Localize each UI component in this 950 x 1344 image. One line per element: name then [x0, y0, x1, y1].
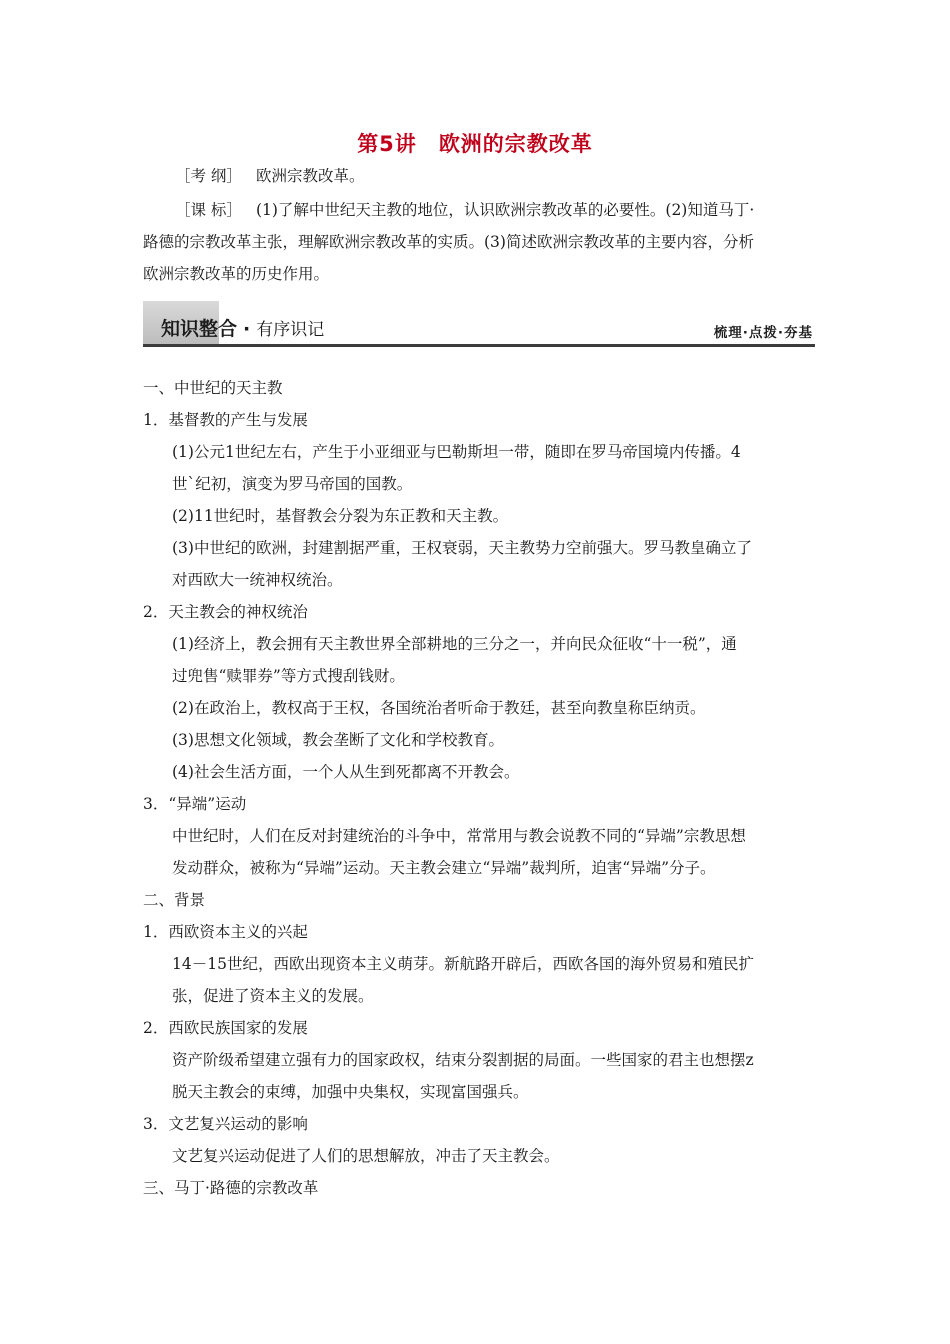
paragraph-line: (1)经济上，教会拥有天主教世界全部耕地的三分之一，并向民众征收“十一税”，通 [172, 635, 737, 653]
paragraph-line: 发动群众，被称为“异端”运动。天主教会建立“异端”裁判所，迫害“异端”分子。 [172, 859, 716, 877]
kebiao-line-1 [143, 194, 815, 226]
paragraph-line: (3)思想文化领域，教会垄断了文化和学校教育。 [172, 731, 504, 749]
banner-heading [161, 314, 324, 341]
paragraph-line: 文艺复兴运动促进了人们的思想解放，冲击了天主教会。 [172, 1147, 560, 1165]
lesson-title [0, 128, 950, 158]
heading-1: 一、中世纪的天主教 [143, 379, 283, 397]
paragraph-line: 过兜售“赎罪券”等方式搜刮钱财。 [172, 667, 405, 685]
section-banner [143, 301, 815, 347]
paragraph-line: 对西欧大一统神权统治。 [172, 571, 343, 589]
subheading-2-2: 2．西欧民族国家的发展 [143, 1019, 308, 1037]
paragraph-line: 中世纪时，人们在反对封建统治的斗争中，常常用与教会说教不同的“异端”宗教思想 [172, 827, 746, 845]
paragraph-line: 世`纪初，演变为罗马帝国的国教。 [172, 475, 413, 493]
subheading-2-1: 1．西欧资本主义的兴起 [143, 923, 308, 941]
heading-3: 三、马丁·路德的宗教改革 [143, 1179, 319, 1197]
banner-dot: · [243, 318, 251, 340]
kebiao-line-2: 路德的宗教改革主张，理解欧洲宗教改革的实质。(3)简述欧洲宗教改革的主要内容，分析 [143, 233, 754, 251]
kaogang-label: ［考 纲］ [175, 167, 242, 185]
kebiao-text-1: (1)了解中世纪天主教的地位，认识欧洲宗教改革的必要性。(2)知道马丁· [255, 201, 755, 219]
paragraph-line: (2)在政治上，教权高于王权，各国统治者听命于教廷，甚至向教皇称臣纳贡。 [172, 699, 706, 717]
paragraph-line: 14－15世纪，西欧出现资本主义萌芽。新航路开辟后，西欧各国的海外贸易和殖民扩 [172, 955, 754, 973]
kebiao-line-3: 欧洲宗教改革的历史作用。 [143, 265, 330, 283]
paragraph-line: (1)公元1世纪左右，产生于小亚细亚与巴勒斯坦一带，随即在罗马帝国境内传播。4 [172, 443, 741, 461]
paragraph-line: (2)11世纪时，基督教会分裂为东正教和天主教。 [172, 507, 509, 525]
lesson-number: 第5讲 [357, 132, 417, 156]
banner-right: 梳理·点拨·夯基 [713, 325, 813, 341]
banner-main: 知识整合 [161, 318, 238, 340]
paragraph-line: 资产阶级希望建立强有力的国家政权，结束分裂割据的局面。一些国家的君主也想摆z [172, 1051, 754, 1069]
kebiao-label: ［课 标］ [175, 201, 242, 219]
banner-rule [143, 344, 815, 347]
lesson-name: 欧洲的宗教改革 [438, 132, 593, 156]
banner-sub: 有序识记 [256, 320, 325, 340]
subheading-2-3: 3．文艺复兴运动的影响 [143, 1115, 308, 1133]
paragraph-line: (3)中世纪的欧洲，封建割据严重，王权衰弱，天主教势力空前强大。罗马教皇确立了 [172, 539, 752, 557]
paragraph-line: 脱天主教会的束缚，加强中央集权，实现富国强兵。 [172, 1083, 529, 1101]
subheading-1-2: 2．天主教会的神权统治 [143, 603, 308, 621]
kaogang-text: 欧洲宗教改革。 [255, 167, 365, 185]
subheading-1-1: 1．基督教的产生与发展 [143, 411, 308, 429]
kaogang-line [143, 160, 815, 192]
paragraph-line: (4)社会生活方面，一个人从生到死都离不开教会。 [172, 763, 520, 781]
paragraph-line: 张，促进了资本主义的发展。 [172, 987, 374, 1005]
subheading-1-3: 3．“异端”运动 [143, 795, 247, 813]
heading-2: 二、背景 [143, 891, 206, 909]
